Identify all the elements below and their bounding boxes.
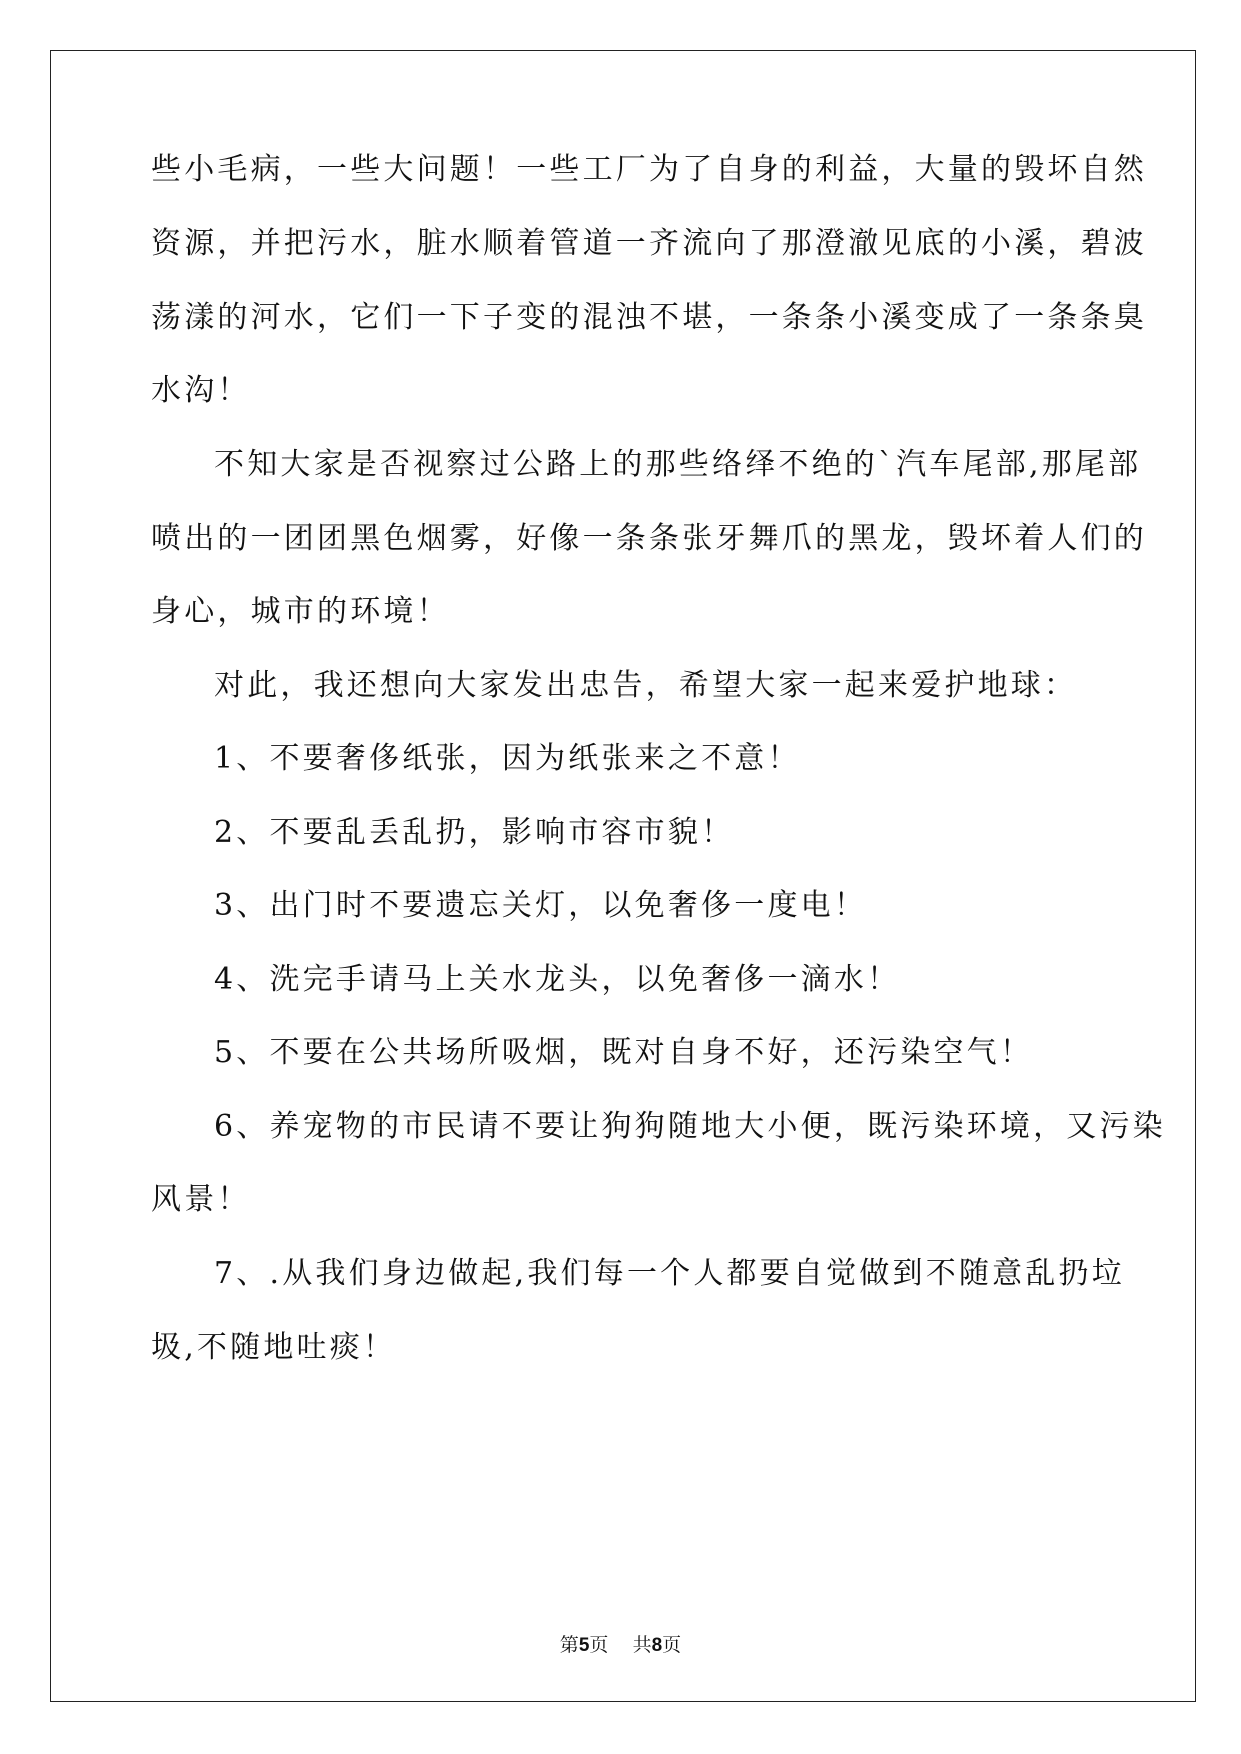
page-footer (0, 1633, 1241, 1658)
paragraph-line: 对此，我还想向大家发出忠告，希望大家一起来爱护地球： (214, 668, 1078, 703)
total-pages: 8 (651, 1635, 663, 1656)
list-item: 7、.从我们身边做起,我们每一个人都要自觉做到不随意乱扔垃 (214, 1256, 1125, 1291)
paragraph-line: 资源，并把污水，脏水顺着管道一齐流向了那澄澈见底的小溪，碧波 (151, 226, 1147, 261)
paragraph-line: 荡漾的河水，它们一下子变的混浊不堪，一条条小溪变成了一条条臭 (151, 300, 1147, 335)
paragraph-line: 喷出的一团团黑色烟雾，好像一条条张牙舞爪的黑龙，毁坏着人们的 (151, 521, 1147, 556)
list-item: 4、洗完手请马上关水龙头，以免奢侈一滴水！ (214, 962, 901, 997)
total-prefix: 共 (632, 1634, 652, 1656)
list-item-continuation: 圾,不随地吐痰！ (151, 1330, 397, 1365)
paragraph-line: 不知大家是否视察过公路上的那些络绎不绝的`汽车尾部,那尾部 (214, 447, 1142, 482)
total-suffix: 页 (662, 1634, 682, 1656)
list-item: 5、不要在公共场所吸烟，既对自身不好，还污染空气！ (214, 1035, 1034, 1070)
list-item: 1、不要奢侈纸张，因为纸张来之不意！ (214, 741, 801, 776)
list-item: 3、出门时不要遗忘关灯，以免奢侈一度电！ (214, 888, 868, 923)
page-number: 5 (578, 1635, 590, 1656)
paragraph-line: 水沟！ (151, 373, 251, 408)
page-suffix: 页 (589, 1634, 609, 1656)
list-item-continuation: 风景！ (151, 1182, 251, 1217)
paragraph-line: 些小毛病，一些大问题！一些工厂为了自身的利益，大量的毁坏自然 (151, 152, 1147, 187)
paragraph-line: 身心，城市的环境！ (151, 594, 450, 629)
page-prefix: 第 (559, 1634, 579, 1656)
list-item: 6、养宠物的市民请不要让狗狗随地大小便，既污染环境，又污染 (214, 1109, 1166, 1144)
list-item: 2、不要乱丢乱扔，影响市容市貌！ (214, 815, 735, 850)
